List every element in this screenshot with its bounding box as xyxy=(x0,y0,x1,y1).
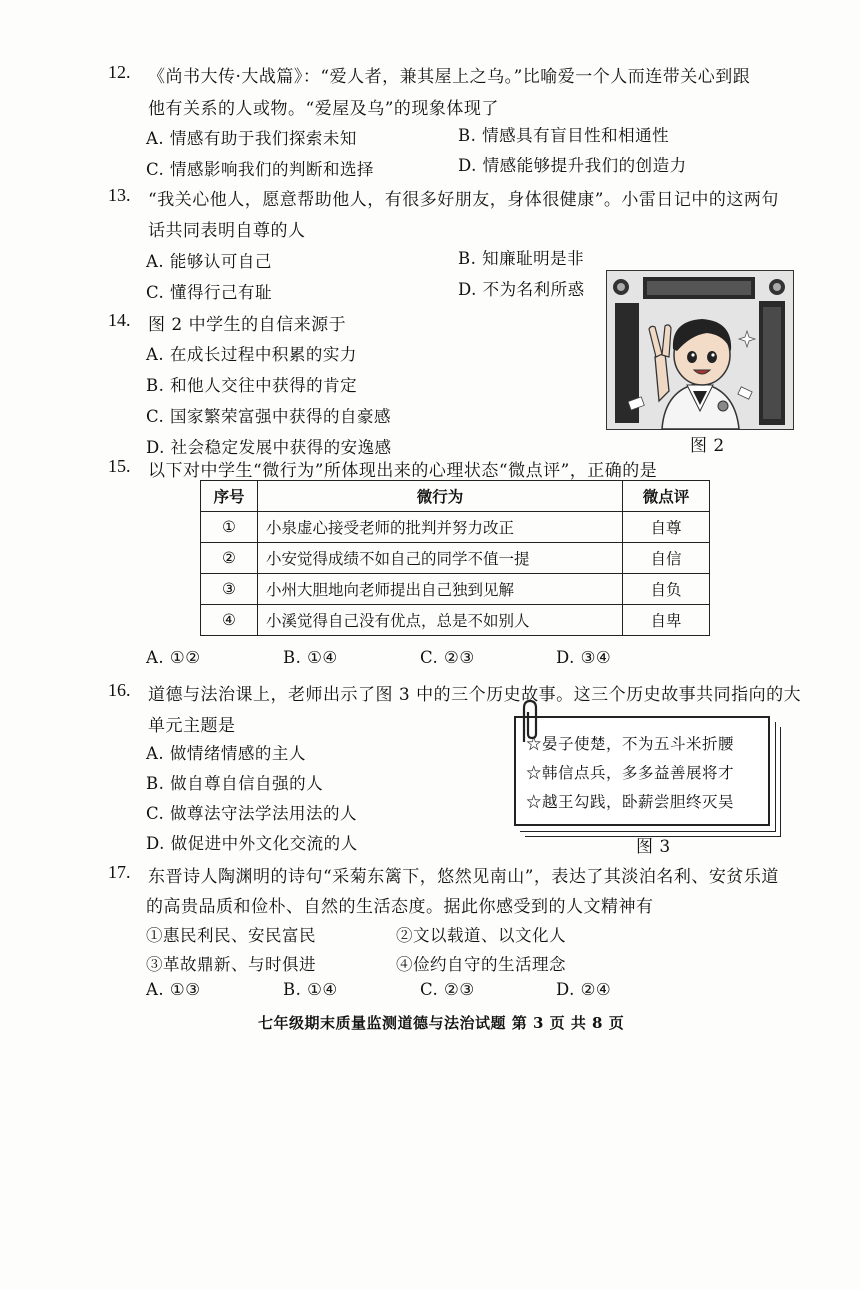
story-line: ☆韩信点兵，多多益善展将才 xyxy=(526,764,735,782)
table-header-seq: 序号 xyxy=(201,481,258,512)
q14-option-b[interactable]: B. 和他人交往中获得的肯定 xyxy=(146,376,358,395)
q12-option-d[interactable]: D. 情感能够提升我们的创造力 xyxy=(458,156,687,175)
q17-option-d[interactable]: D. ②④ xyxy=(556,980,612,999)
q17-option-a[interactable]: A. ①③ xyxy=(146,980,201,999)
paperclip-icon xyxy=(514,698,544,746)
q17-statement-1: ①惠民利民、安民富民 xyxy=(146,926,316,945)
figure-3-caption: 图 3 xyxy=(636,837,671,857)
q17-number: 17. xyxy=(108,862,131,882)
q17-option-c[interactable]: C. ②③ xyxy=(420,980,475,999)
row-comment: 自信 xyxy=(623,543,710,574)
q12-option-c[interactable]: C. 情感影响我们的判断和选择 xyxy=(146,160,375,179)
q13-option-a[interactable]: A. 能够认可自己 xyxy=(146,252,272,271)
q15-option-b[interactable]: B. ①④ xyxy=(283,648,338,667)
micro-behavior-table xyxy=(200,480,710,636)
student-victory-illustration xyxy=(607,271,793,429)
story-line: ☆越王勾践，卧薪尝胆终灭吴 xyxy=(526,793,735,811)
row-comment: 自负 xyxy=(623,574,710,605)
q16-option-a[interactable]: A. 做情绪情感的主人 xyxy=(146,744,306,763)
figure-2-caption: 图 2 xyxy=(690,436,725,456)
q16-option-d[interactable]: D. 做促进中外文化交流的人 xyxy=(146,834,358,853)
q14-stem: 图 2 中学生的自信来源于 xyxy=(148,315,347,335)
q13-stem-line2: 话共同表明自尊的人 xyxy=(148,221,306,241)
story-line: ☆晏子使楚，不为五斗米折腰 xyxy=(526,735,735,753)
q17-statement-2: ②文以载道、以文化人 xyxy=(396,926,566,945)
figure-2-student-illustration xyxy=(606,270,794,430)
q16-option-b[interactable]: B. 做自尊自信自强的人 xyxy=(146,774,324,793)
row-seq: ④ xyxy=(201,605,258,636)
q17-option-b[interactable]: B. ①④ xyxy=(283,980,338,999)
q12-option-a[interactable]: A. 情感有助于我们探索未知 xyxy=(146,129,357,148)
figure-3-story-card xyxy=(514,716,770,826)
q17-stem-line2: 的高贵品质和俭朴、自然的生活态度。据此你感受到的人文精神有 xyxy=(146,897,654,917)
q15-option-d[interactable]: D. ③④ xyxy=(556,648,612,667)
table-header-row xyxy=(201,481,710,512)
q16-stem-line2: 单元主题是 xyxy=(148,716,236,736)
table-row xyxy=(201,543,710,574)
q13-option-d[interactable]: D. 不为名利所惑 xyxy=(458,280,585,299)
q13-number: 13. xyxy=(108,185,131,205)
row-comment: 自卑 xyxy=(623,605,710,636)
q12-option-b[interactable]: B. 情感具有盲目性和相通性 xyxy=(458,126,670,145)
q16-option-c[interactable]: C. 做尊法守法学法用法的人 xyxy=(146,804,358,823)
q16-stem-line1: 道德与法治课上，老师出示了图 3 中的三个历史故事。这三个历史故事共同指向的大 xyxy=(148,685,802,705)
q16-number: 16. xyxy=(108,680,131,700)
row-seq: ③ xyxy=(201,574,258,605)
q15-stem: 以下对中学生“微行为”所体现出来的心理状态“微点评”，正确的是 xyxy=(148,461,658,481)
q13-stem-line1: “我关心他人，愿意帮助他人，有很多好朋友，身体很健康”。小雷日记中的这两句 xyxy=(148,190,779,210)
q14-option-a[interactable]: A. 在成长过程中积累的实力 xyxy=(146,345,357,364)
q17-statement-4: ④俭约自守的生活理念 xyxy=(396,955,566,974)
q17-statement-3: ③革故鼎新、与时俱进 xyxy=(146,955,316,974)
table-row xyxy=(201,512,710,543)
q14-option-d[interactable]: D. 社会稳定发展中获得的安逸感 xyxy=(146,438,392,457)
q12-stem-line1: 《尚书大传·大战篇》：“爱人者，兼其屋上之乌。”比喻爱一个人而连带关心到跟 xyxy=(148,67,751,87)
q15-option-a[interactable]: A. ①② xyxy=(146,648,201,667)
row-behavior: 小泉虚心接受老师的批判并努力改正 xyxy=(258,512,623,543)
row-comment: 自尊 xyxy=(623,512,710,543)
q14-option-c[interactable]: C. 国家繁荣富强中获得的自豪感 xyxy=(146,407,392,426)
q13-option-b[interactable]: B. 知廉耻明是非 xyxy=(458,249,585,268)
row-seq: ① xyxy=(201,512,258,543)
q12-number: 12. xyxy=(108,62,131,82)
q15-option-c[interactable]: C. ②③ xyxy=(420,648,475,667)
q12-stem-line2: 他有关系的人或物。“爱屋及乌”的现象体现了 xyxy=(148,99,499,119)
table-header-behavior: 微行为 xyxy=(258,481,623,512)
table-row xyxy=(201,605,710,636)
row-seq: ② xyxy=(201,543,258,574)
row-behavior: 小溪觉得自己没有优点，总是不如别人 xyxy=(258,605,623,636)
q15-number: 15. xyxy=(108,456,131,476)
q13-option-c[interactable]: C. 懂得行己有耻 xyxy=(146,283,273,302)
row-behavior: 小州大胆地向老师提出自己独到见解 xyxy=(258,574,623,605)
table-row xyxy=(201,574,710,605)
q14-number: 14. xyxy=(108,310,131,330)
page-footer: 七年级期末质量监测道德与法治试题 第 3 页 共 8 页 xyxy=(258,1014,625,1032)
row-behavior: 小安觉得成绩不如自己的同学不值一提 xyxy=(258,543,623,574)
table-header-comment: 微点评 xyxy=(623,481,710,512)
q17-stem-line1: 东晋诗人陶渊明的诗句“采菊东篱下，悠然见南山”，表达了其淡泊名利、安贫乐道 xyxy=(148,867,779,887)
